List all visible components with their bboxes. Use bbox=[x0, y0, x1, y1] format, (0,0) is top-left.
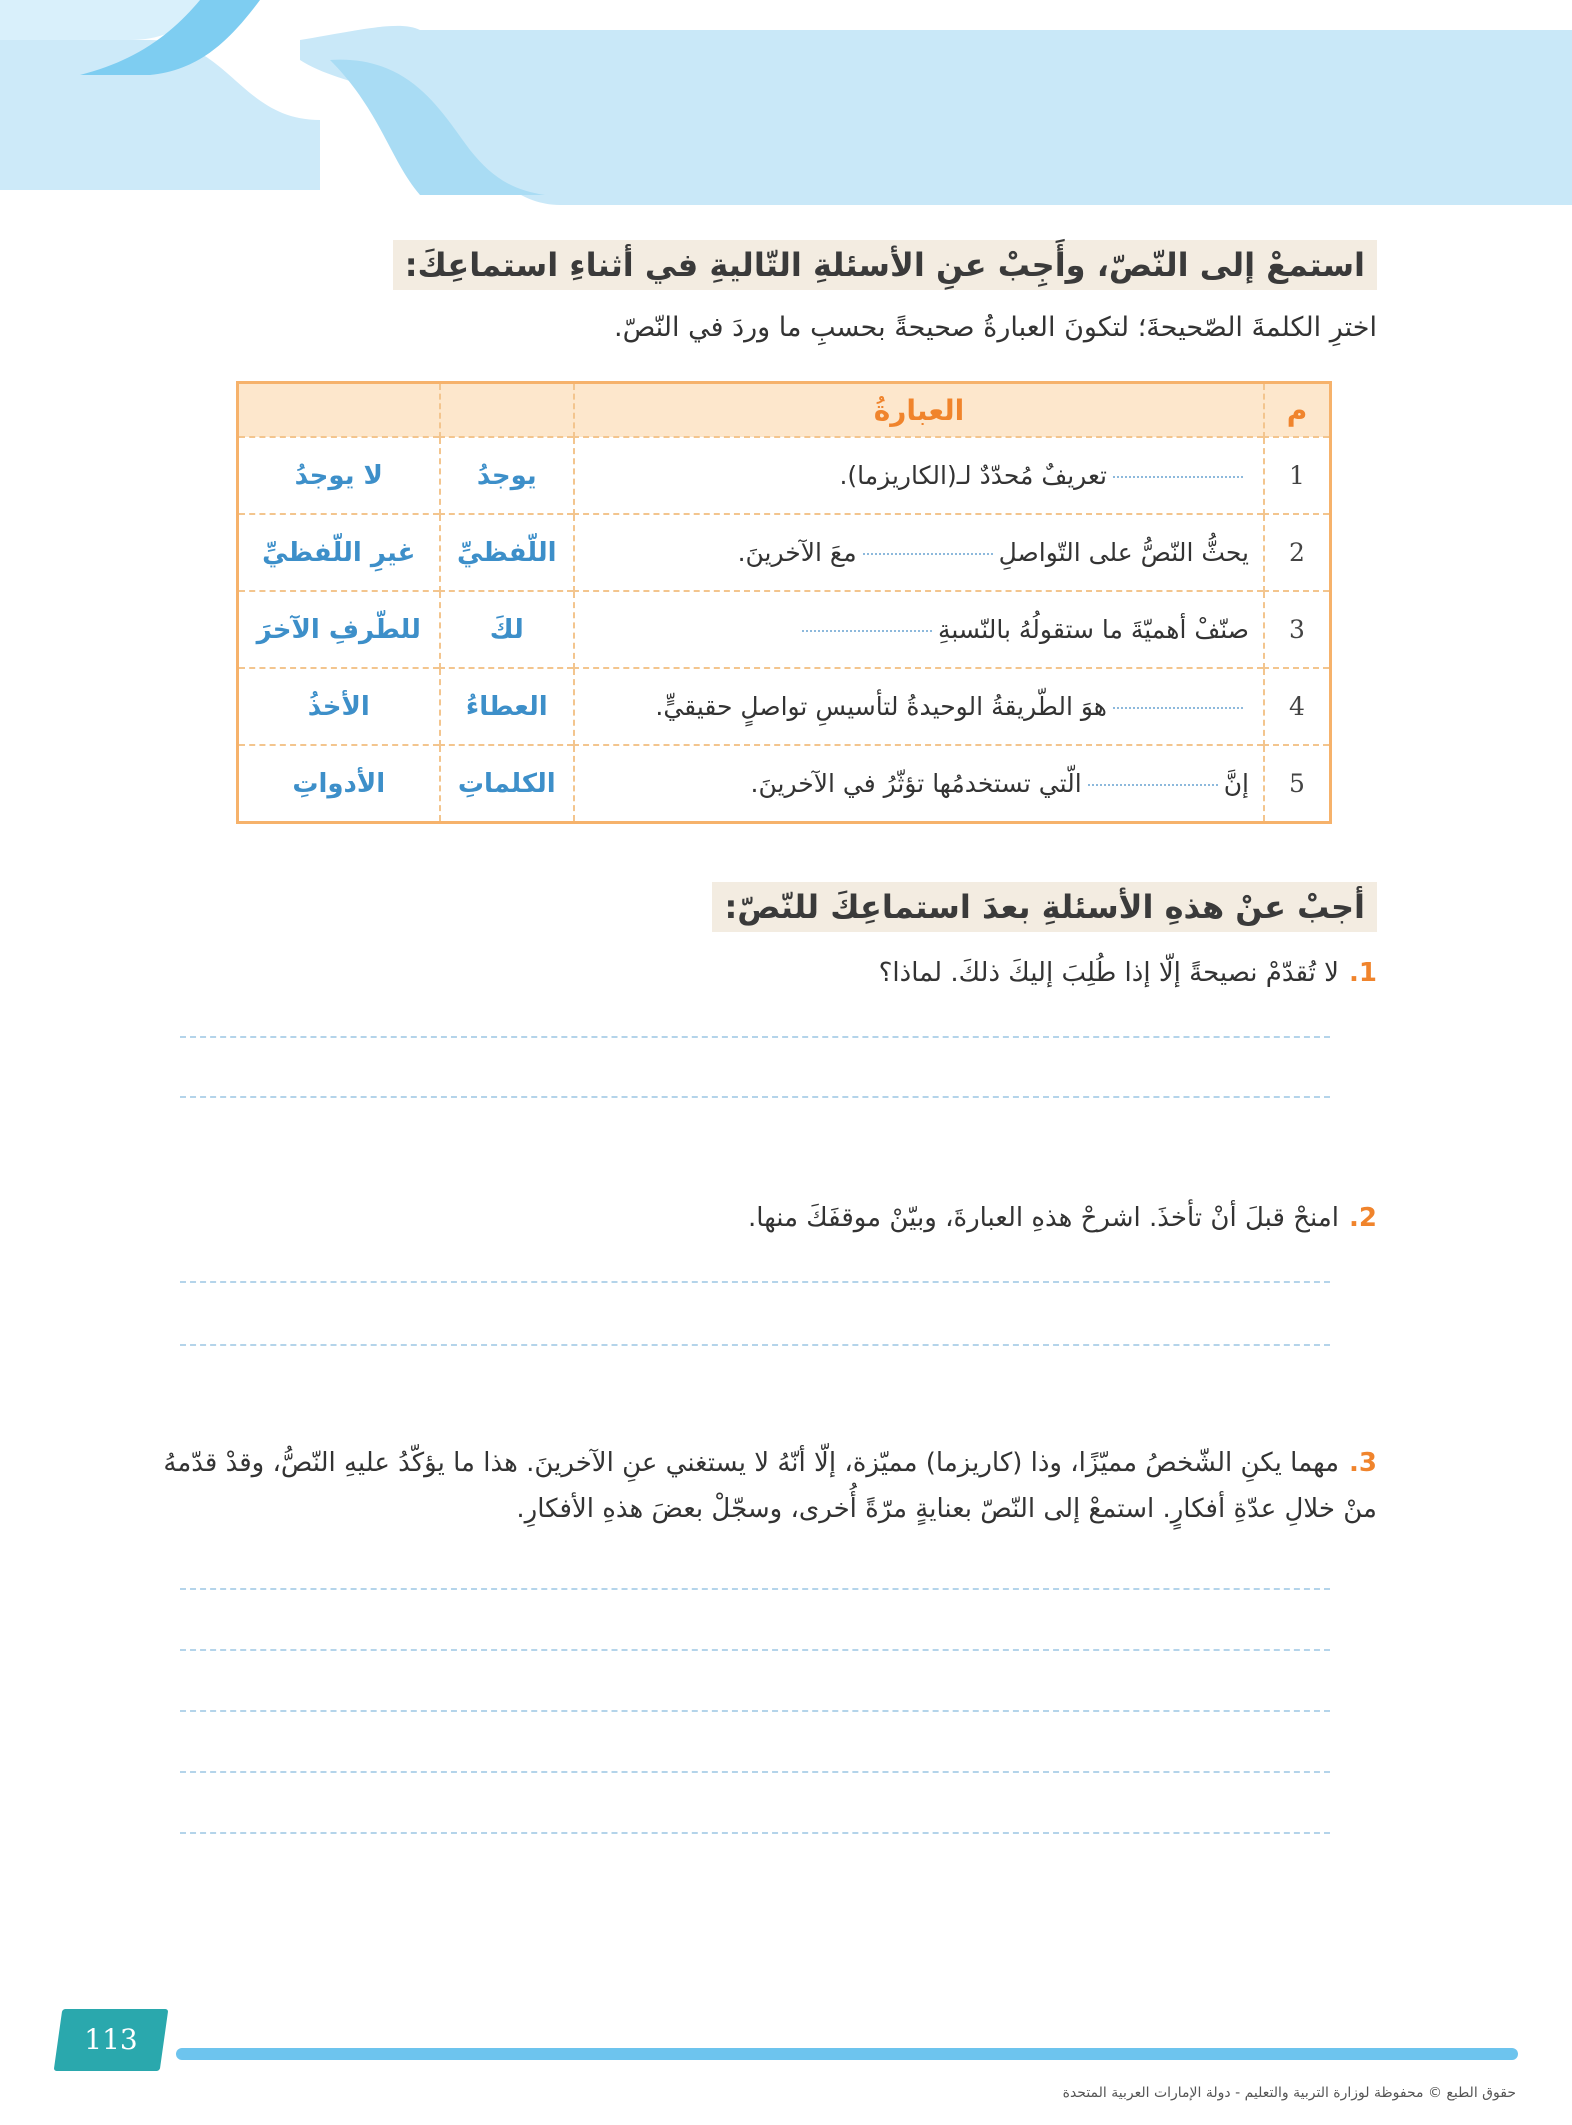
answer-line[interactable] bbox=[180, 1588, 1330, 1590]
option-1[interactable]: العطاءُ bbox=[440, 668, 574, 745]
option-1[interactable]: يوجدُ bbox=[440, 437, 574, 514]
copyright-text: حقوق الطبع © محفوظة لوزارة التربية والتعليم - دولة الإمارات العربية المتحدة bbox=[1062, 2085, 1516, 2101]
question-number: 1. bbox=[1349, 958, 1377, 988]
answer-line[interactable] bbox=[180, 1710, 1330, 1712]
option-2[interactable]: للطّرفِ الآخرَ bbox=[238, 591, 440, 668]
table-header-row bbox=[238, 383, 1331, 438]
table-row bbox=[238, 745, 1331, 823]
row-statement: إنَّالّتي تستخدمُها تؤثّرُ في الآخرينَ. bbox=[574, 745, 1264, 823]
instruction-text: اخترِ الكلمةَ الصّحيحةَ؛ لتكونَ العبارةُ صحيحةً بحسبِ ما وردَ في النّصّ. bbox=[614, 312, 1377, 343]
header-decoration bbox=[0, 0, 1572, 210]
bottom-decoration-bar bbox=[176, 2048, 1518, 2060]
header-statement: العبارةُ bbox=[574, 383, 1264, 438]
question-number: 3. bbox=[1349, 1448, 1377, 1478]
option-2[interactable]: الأخذُ bbox=[238, 668, 440, 745]
question-2 bbox=[177, 1195, 1377, 1241]
header-num: م bbox=[1264, 383, 1331, 438]
blank-space[interactable] bbox=[1113, 707, 1243, 709]
exercise-table bbox=[236, 381, 1332, 824]
answer-line[interactable] bbox=[180, 1832, 1330, 1834]
row-number: 3 bbox=[1264, 591, 1331, 668]
table-row bbox=[238, 514, 1331, 591]
option-1[interactable]: اللّفظيِّ bbox=[440, 514, 574, 591]
page-number: 113 bbox=[84, 2023, 138, 2056]
row-statement: هوَ الطّريقةُ الوحيدةُ لتأسيسِ تواصلٍ حقيقيٍّ. bbox=[574, 668, 1264, 745]
row-statement: صنّفْ أهميّةَ ما ستقولُهُ بالنّسبةِ bbox=[574, 591, 1264, 668]
question-1 bbox=[177, 950, 1377, 996]
answer-line[interactable] bbox=[180, 1649, 1330, 1651]
question-3 bbox=[137, 1440, 1377, 1532]
question-text: لا تُقدّمْ نصيحةً إلّا إذا طُلِبَ إليكَ ذلكَ. لماذا؟ bbox=[878, 958, 1340, 988]
table-row bbox=[238, 591, 1331, 668]
option-1[interactable]: لكَ bbox=[440, 591, 574, 668]
row-statement: تعريفٌ مُحدّدٌ لـ(الكاريزما). bbox=[574, 437, 1264, 514]
question-number: 2. bbox=[1349, 1203, 1377, 1233]
question-text: امنحْ قبلَ أنْ تأخذَ. اشرحْ هذهِ العبارةَ، وبيّنْ موقفَكَ منها. bbox=[748, 1203, 1340, 1233]
answer-line[interactable] bbox=[180, 1771, 1330, 1773]
question-text: مهما يكنِ الشّخصُ مميّزًا، وذا (كاريزما) مميّزة، إلّا أنّهُ لا يستغني عنِ الآخرينَ. هذا ما يؤكّدُ عليهِ النّصُّ، وقدْ قدّمهُ منْ خلالِ عدّةِ أفكارٍ. استمعْ إلى النّصّ بعنايةٍ مرّةً أُخرى، وسجّلْ بعضَ هذهِ الأفكارِ. bbox=[163, 1448, 1377, 1524]
blank-space[interactable] bbox=[802, 630, 932, 632]
answer-line[interactable] bbox=[180, 1281, 1330, 1283]
table-row bbox=[238, 668, 1331, 745]
option-1[interactable]: الكلماتِ bbox=[440, 745, 574, 823]
row-statement: يحثُّ النّصُّ على التّواصلِمعَ الآخرينَ. bbox=[574, 514, 1264, 591]
section-title-after-listening: أجبْ عنْ هذهِ الأسئلةِ بعدَ استماعِكَ للنّصّ: bbox=[712, 882, 1377, 932]
answer-line[interactable] bbox=[180, 1096, 1330, 1098]
option-2[interactable]: الأدواتِ bbox=[238, 745, 440, 823]
blank-space[interactable] bbox=[1113, 476, 1243, 478]
header-option2 bbox=[238, 383, 440, 438]
option-2[interactable]: لا يوجدُ bbox=[238, 437, 440, 514]
row-number: 1 bbox=[1264, 437, 1331, 514]
row-number: 4 bbox=[1264, 668, 1331, 745]
table-row bbox=[238, 437, 1331, 514]
answer-line[interactable] bbox=[180, 1036, 1330, 1038]
blank-space[interactable] bbox=[1088, 784, 1218, 786]
row-number: 5 bbox=[1264, 745, 1331, 823]
section-title-listening: استمعْ إلى النّصّ، وأَجِبْ عنِ الأسئلةِ التّاليةِ في أثناءِ استماعِكَ: bbox=[393, 240, 1377, 290]
blank-space[interactable] bbox=[863, 553, 993, 555]
header-option1 bbox=[440, 383, 574, 438]
row-number: 2 bbox=[1264, 514, 1331, 591]
answer-line[interactable] bbox=[180, 1344, 1330, 1346]
option-2[interactable]: غيرِ اللّفظيِّ bbox=[238, 514, 440, 591]
